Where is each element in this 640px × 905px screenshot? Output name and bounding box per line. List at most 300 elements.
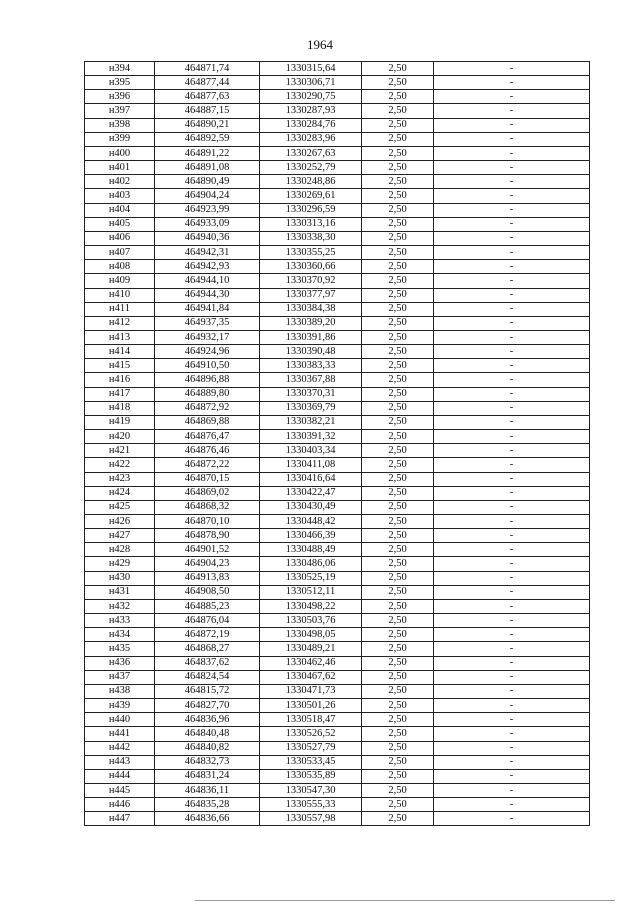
note-cell: - <box>434 755 590 769</box>
x-coordinate-cell: 464831,24 <box>155 769 260 783</box>
point-id-cell: н432 <box>85 599 155 613</box>
point-id-cell: н400 <box>85 146 155 160</box>
point-id-cell: н446 <box>85 798 155 812</box>
note-cell: - <box>434 585 590 599</box>
accuracy-cell: 2,50 <box>362 500 434 514</box>
point-id-cell: н435 <box>85 642 155 656</box>
table-row <box>85 755 590 769</box>
accuracy-cell: 2,50 <box>362 118 434 132</box>
accuracy-cell: 2,50 <box>362 415 434 429</box>
y-coordinate-cell: 1330248,86 <box>260 175 362 189</box>
x-coordinate-cell: 464877,63 <box>155 90 260 104</box>
y-coordinate-cell: 1330296,59 <box>260 203 362 217</box>
table-row <box>85 330 590 344</box>
y-coordinate-cell: 1330526,52 <box>260 727 362 741</box>
point-id-cell: н420 <box>85 430 155 444</box>
y-coordinate-cell: 1330462,46 <box>260 656 362 670</box>
table-row <box>85 458 590 472</box>
y-coordinate-cell: 1330355,25 <box>260 246 362 260</box>
note-cell: - <box>434 203 590 217</box>
point-id-cell: н436 <box>85 656 155 670</box>
accuracy-cell: 2,50 <box>362 628 434 642</box>
point-id-cell: н441 <box>85 727 155 741</box>
note-cell: - <box>434 161 590 175</box>
x-coordinate-cell: 464933,09 <box>155 217 260 231</box>
accuracy-cell: 2,50 <box>362 330 434 344</box>
table-row <box>85 727 590 741</box>
accuracy-cell: 2,50 <box>362 515 434 529</box>
y-coordinate-cell: 1330489,21 <box>260 642 362 656</box>
note-cell: - <box>434 599 590 613</box>
point-id-cell: н431 <box>85 585 155 599</box>
x-coordinate-cell: 464870,10 <box>155 515 260 529</box>
y-coordinate-cell: 1330498,22 <box>260 599 362 613</box>
table-row <box>85 387 590 401</box>
table-row <box>85 430 590 444</box>
point-id-cell: н427 <box>85 529 155 543</box>
x-coordinate-cell: 464872,22 <box>155 458 260 472</box>
y-coordinate-cell: 1330547,30 <box>260 783 362 797</box>
point-id-cell: н421 <box>85 444 155 458</box>
y-coordinate-cell: 1330498,05 <box>260 628 362 642</box>
point-id-cell: н433 <box>85 614 155 628</box>
x-coordinate-cell: 464910,50 <box>155 359 260 373</box>
table-row <box>85 472 590 486</box>
table-row <box>85 684 590 698</box>
point-id-cell: н445 <box>85 783 155 797</box>
table-row <box>85 500 590 514</box>
table-row <box>85 217 590 231</box>
point-id-cell: н416 <box>85 373 155 387</box>
y-coordinate-cell: 1330383,33 <box>260 359 362 373</box>
point-id-cell: н437 <box>85 670 155 684</box>
note-cell: - <box>434 118 590 132</box>
y-coordinate-cell: 1330338,30 <box>260 231 362 245</box>
point-id-cell: н423 <box>85 472 155 486</box>
point-id-cell: н428 <box>85 543 155 557</box>
point-id-cell: н398 <box>85 118 155 132</box>
y-coordinate-cell: 1330283,96 <box>260 132 362 146</box>
y-coordinate-cell: 1330525,19 <box>260 571 362 585</box>
accuracy-cell: 2,50 <box>362 345 434 359</box>
x-coordinate-cell: 464940,36 <box>155 231 260 245</box>
accuracy-cell: 2,50 <box>362 316 434 330</box>
point-id-cell: н440 <box>85 713 155 727</box>
table-row <box>85 699 590 713</box>
y-coordinate-cell: 1330360,66 <box>260 260 362 274</box>
x-coordinate-cell: 464913,83 <box>155 571 260 585</box>
point-id-cell: н412 <box>85 316 155 330</box>
x-coordinate-cell: 464944,10 <box>155 274 260 288</box>
point-id-cell: н395 <box>85 76 155 90</box>
note-cell: - <box>434 543 590 557</box>
note-cell: - <box>434 699 590 713</box>
table-row <box>85 231 590 245</box>
table-row <box>85 359 590 373</box>
note-cell: - <box>434 529 590 543</box>
point-id-cell: н403 <box>85 189 155 203</box>
y-coordinate-cell: 1330391,86 <box>260 330 362 344</box>
x-coordinate-cell: 464908,50 <box>155 585 260 599</box>
note-cell: - <box>434 812 590 826</box>
note-cell: - <box>434 345 590 359</box>
y-coordinate-cell: 1330370,31 <box>260 387 362 401</box>
y-coordinate-cell: 1330369,79 <box>260 401 362 415</box>
x-coordinate-cell: 464836,11 <box>155 783 260 797</box>
page-number: 1964 <box>307 37 333 52</box>
x-coordinate-cell: 464891,22 <box>155 146 260 160</box>
y-coordinate-cell: 1330269,61 <box>260 189 362 203</box>
accuracy-cell: 2,50 <box>362 486 434 500</box>
table-row <box>85 515 590 529</box>
note-cell: - <box>434 62 590 76</box>
x-coordinate-cell: 464924,96 <box>155 345 260 359</box>
accuracy-cell: 2,50 <box>362 444 434 458</box>
x-coordinate-cell: 464878,90 <box>155 529 260 543</box>
point-id-cell: н425 <box>85 500 155 514</box>
y-coordinate-cell: 1330284,76 <box>260 118 362 132</box>
note-cell: - <box>434 769 590 783</box>
accuracy-cell: 2,50 <box>362 543 434 557</box>
note-cell: - <box>434 727 590 741</box>
x-coordinate-cell: 464868,32 <box>155 500 260 514</box>
accuracy-cell: 2,50 <box>362 472 434 486</box>
accuracy-cell: 2,50 <box>362 599 434 613</box>
note-cell: - <box>434 231 590 245</box>
x-coordinate-cell: 464840,48 <box>155 727 260 741</box>
point-id-cell: н417 <box>85 387 155 401</box>
note-cell: - <box>434 684 590 698</box>
point-id-cell: н409 <box>85 274 155 288</box>
accuracy-cell: 2,50 <box>362 274 434 288</box>
table-row <box>85 175 590 189</box>
accuracy-cell: 2,50 <box>362 699 434 713</box>
point-id-cell: н396 <box>85 90 155 104</box>
table-row <box>85 90 590 104</box>
accuracy-cell: 2,50 <box>362 670 434 684</box>
y-coordinate-cell: 1330411,08 <box>260 458 362 472</box>
point-id-cell: н413 <box>85 330 155 344</box>
note-cell: - <box>434 132 590 146</box>
y-coordinate-cell: 1330467,62 <box>260 670 362 684</box>
point-id-cell: н410 <box>85 288 155 302</box>
y-coordinate-cell: 1330486,06 <box>260 557 362 571</box>
table-row <box>85 203 590 217</box>
accuracy-cell: 2,50 <box>362 90 434 104</box>
accuracy-cell: 2,50 <box>362 146 434 160</box>
bottom-rule <box>195 900 615 901</box>
table-row <box>85 670 590 684</box>
x-coordinate-cell: 464887,15 <box>155 104 260 118</box>
y-coordinate-cell: 1330555,33 <box>260 798 362 812</box>
point-id-cell: н429 <box>85 557 155 571</box>
table-row <box>85 76 590 90</box>
table-row <box>85 642 590 656</box>
table-row <box>85 260 590 274</box>
note-cell: - <box>434 246 590 260</box>
x-coordinate-cell: 464896,88 <box>155 373 260 387</box>
table-row <box>85 274 590 288</box>
table-row <box>85 656 590 670</box>
point-id-cell: н401 <box>85 161 155 175</box>
x-coordinate-cell: 464904,23 <box>155 557 260 571</box>
x-coordinate-cell: 464869,02 <box>155 486 260 500</box>
table-row <box>85 104 590 118</box>
x-coordinate-cell: 464877,44 <box>155 76 260 90</box>
y-coordinate-cell: 1330422,47 <box>260 486 362 500</box>
table-row <box>85 783 590 797</box>
table-row <box>85 599 590 613</box>
note-cell: - <box>434 274 590 288</box>
table-row <box>85 302 590 316</box>
table-row <box>85 118 590 132</box>
accuracy-cell: 2,50 <box>362 302 434 316</box>
x-coordinate-cell: 464870,15 <box>155 472 260 486</box>
accuracy-cell: 2,50 <box>362 62 434 76</box>
note-cell: - <box>434 401 590 415</box>
note-cell: - <box>434 614 590 628</box>
y-coordinate-cell: 1330390,48 <box>260 345 362 359</box>
accuracy-cell: 2,50 <box>362 288 434 302</box>
accuracy-cell: 2,50 <box>362 104 434 118</box>
note-cell: - <box>434 330 590 344</box>
y-coordinate-cell: 1330512,11 <box>260 585 362 599</box>
table-row <box>85 444 590 458</box>
coordinates-table <box>84 61 590 826</box>
point-id-cell: н405 <box>85 217 155 231</box>
y-coordinate-cell: 1330430,49 <box>260 500 362 514</box>
note-cell: - <box>434 571 590 585</box>
x-coordinate-cell: 464889,80 <box>155 387 260 401</box>
note-cell: - <box>434 217 590 231</box>
accuracy-cell: 2,50 <box>362 642 434 656</box>
point-id-cell: н419 <box>85 415 155 429</box>
note-cell: - <box>434 260 590 274</box>
x-coordinate-cell: 464892,59 <box>155 132 260 146</box>
table-row <box>85 373 590 387</box>
table-row <box>85 543 590 557</box>
accuracy-cell: 2,50 <box>362 741 434 755</box>
note-cell: - <box>434 359 590 373</box>
accuracy-cell: 2,50 <box>362 585 434 599</box>
note-cell: - <box>434 713 590 727</box>
table-row <box>85 529 590 543</box>
table-row <box>85 62 590 76</box>
note-cell: - <box>434 76 590 90</box>
y-coordinate-cell: 1330471,73 <box>260 684 362 698</box>
table-row <box>85 798 590 812</box>
note-cell: - <box>434 175 590 189</box>
accuracy-cell: 2,50 <box>362 161 434 175</box>
table-row <box>85 769 590 783</box>
point-id-cell: н426 <box>85 515 155 529</box>
x-coordinate-cell: 464876,46 <box>155 444 260 458</box>
note-cell: - <box>434 90 590 104</box>
note-cell: - <box>434 387 590 401</box>
x-coordinate-cell: 464876,47 <box>155 430 260 444</box>
note-cell: - <box>434 798 590 812</box>
note-cell: - <box>434 302 590 316</box>
x-coordinate-cell: 464890,21 <box>155 118 260 132</box>
point-id-cell: н438 <box>85 684 155 698</box>
accuracy-cell: 2,50 <box>362 798 434 812</box>
x-coordinate-cell: 464872,92 <box>155 401 260 415</box>
accuracy-cell: 2,50 <box>362 458 434 472</box>
table-row <box>85 741 590 755</box>
x-coordinate-cell: 464937,35 <box>155 316 260 330</box>
x-coordinate-cell: 464923,99 <box>155 203 260 217</box>
point-id-cell: н397 <box>85 104 155 118</box>
y-coordinate-cell: 1330290,75 <box>260 90 362 104</box>
table-row <box>85 585 590 599</box>
y-coordinate-cell: 1330306,71 <box>260 76 362 90</box>
x-coordinate-cell: 464891,08 <box>155 161 260 175</box>
point-id-cell: н406 <box>85 231 155 245</box>
accuracy-cell: 2,50 <box>362 260 434 274</box>
y-coordinate-cell: 1330466,39 <box>260 529 362 543</box>
point-id-cell: н442 <box>85 741 155 755</box>
note-cell: - <box>434 472 590 486</box>
y-coordinate-cell: 1330403,34 <box>260 444 362 458</box>
y-coordinate-cell: 1330367,88 <box>260 373 362 387</box>
y-coordinate-cell: 1330267,63 <box>260 146 362 160</box>
y-coordinate-cell: 1330416,64 <box>260 472 362 486</box>
y-coordinate-cell: 1330448,42 <box>260 515 362 529</box>
x-coordinate-cell: 464876,04 <box>155 614 260 628</box>
accuracy-cell: 2,50 <box>362 430 434 444</box>
accuracy-cell: 2,50 <box>362 727 434 741</box>
accuracy-cell: 2,50 <box>362 557 434 571</box>
x-coordinate-cell: 464835,28 <box>155 798 260 812</box>
x-coordinate-cell: 464832,73 <box>155 755 260 769</box>
coordinates-table-body <box>85 62 590 826</box>
table-row <box>85 345 590 359</box>
point-id-cell: н404 <box>85 203 155 217</box>
point-id-cell: н444 <box>85 769 155 783</box>
accuracy-cell: 2,50 <box>362 812 434 826</box>
x-coordinate-cell: 464890,49 <box>155 175 260 189</box>
point-id-cell: н418 <box>85 401 155 415</box>
point-id-cell: н422 <box>85 458 155 472</box>
y-coordinate-cell: 1330389,20 <box>260 316 362 330</box>
note-cell: - <box>434 104 590 118</box>
table-row <box>85 401 590 415</box>
accuracy-cell: 2,50 <box>362 614 434 628</box>
y-coordinate-cell: 1330557,98 <box>260 812 362 826</box>
y-coordinate-cell: 1330313,16 <box>260 217 362 231</box>
note-cell: - <box>434 500 590 514</box>
x-coordinate-cell: 464942,31 <box>155 246 260 260</box>
y-coordinate-cell: 1330533,45 <box>260 755 362 769</box>
table-row <box>85 189 590 203</box>
accuracy-cell: 2,50 <box>362 783 434 797</box>
accuracy-cell: 2,50 <box>362 571 434 585</box>
y-coordinate-cell: 1330535,89 <box>260 769 362 783</box>
accuracy-cell: 2,50 <box>362 401 434 415</box>
y-coordinate-cell: 1330370,92 <box>260 274 362 288</box>
y-coordinate-cell: 1330287,93 <box>260 104 362 118</box>
table-row <box>85 614 590 628</box>
point-id-cell: н443 <box>85 755 155 769</box>
point-id-cell: н399 <box>85 132 155 146</box>
x-coordinate-cell: 464941,84 <box>155 302 260 316</box>
accuracy-cell: 2,50 <box>362 203 434 217</box>
note-cell: - <box>434 415 590 429</box>
note-cell: - <box>434 316 590 330</box>
x-coordinate-cell: 464824,54 <box>155 670 260 684</box>
x-coordinate-cell: 464827,70 <box>155 699 260 713</box>
accuracy-cell: 2,50 <box>362 755 434 769</box>
note-cell: - <box>434 783 590 797</box>
note-cell: - <box>434 486 590 500</box>
accuracy-cell: 2,50 <box>362 656 434 670</box>
y-coordinate-cell: 1330488,49 <box>260 543 362 557</box>
x-coordinate-cell: 464901,52 <box>155 543 260 557</box>
point-id-cell: н447 <box>85 812 155 826</box>
x-coordinate-cell: 464904,24 <box>155 189 260 203</box>
accuracy-cell: 2,50 <box>362 231 434 245</box>
note-cell: - <box>434 189 590 203</box>
table-row <box>85 246 590 260</box>
point-id-cell: н434 <box>85 628 155 642</box>
table-row <box>85 713 590 727</box>
point-id-cell: н411 <box>85 302 155 316</box>
accuracy-cell: 2,50 <box>362 387 434 401</box>
accuracy-cell: 2,50 <box>362 713 434 727</box>
x-coordinate-cell: 464942,93 <box>155 260 260 274</box>
table-row <box>85 146 590 160</box>
point-id-cell: н414 <box>85 345 155 359</box>
y-coordinate-cell: 1330252,79 <box>260 161 362 175</box>
y-coordinate-cell: 1330382,21 <box>260 415 362 429</box>
note-cell: - <box>434 288 590 302</box>
x-coordinate-cell: 464871,74 <box>155 62 260 76</box>
accuracy-cell: 2,50 <box>362 359 434 373</box>
y-coordinate-cell: 1330501,26 <box>260 699 362 713</box>
point-id-cell: н407 <box>85 246 155 260</box>
accuracy-cell: 2,50 <box>362 529 434 543</box>
y-coordinate-cell: 1330527,79 <box>260 741 362 755</box>
x-coordinate-cell: 464815,72 <box>155 684 260 698</box>
point-id-cell: н439 <box>85 699 155 713</box>
y-coordinate-cell: 1330384,38 <box>260 302 362 316</box>
x-coordinate-cell: 464944,30 <box>155 288 260 302</box>
accuracy-cell: 2,50 <box>362 373 434 387</box>
point-id-cell: н402 <box>85 175 155 189</box>
x-coordinate-cell: 464885,23 <box>155 599 260 613</box>
note-cell: - <box>434 444 590 458</box>
x-coordinate-cell: 464869,88 <box>155 415 260 429</box>
y-coordinate-cell: 1330391,32 <box>260 430 362 444</box>
point-id-cell: н430 <box>85 571 155 585</box>
table-row <box>85 288 590 302</box>
table-row <box>85 132 590 146</box>
note-cell: - <box>434 628 590 642</box>
table-row <box>85 161 590 175</box>
accuracy-cell: 2,50 <box>362 217 434 231</box>
point-id-cell: н424 <box>85 486 155 500</box>
x-coordinate-cell: 464837,62 <box>155 656 260 670</box>
accuracy-cell: 2,50 <box>362 189 434 203</box>
table-row <box>85 812 590 826</box>
note-cell: - <box>434 146 590 160</box>
note-cell: - <box>434 515 590 529</box>
note-cell: - <box>434 642 590 656</box>
point-id-cell: н415 <box>85 359 155 373</box>
x-coordinate-cell: 464932,17 <box>155 330 260 344</box>
note-cell: - <box>434 656 590 670</box>
point-id-cell: н408 <box>85 260 155 274</box>
